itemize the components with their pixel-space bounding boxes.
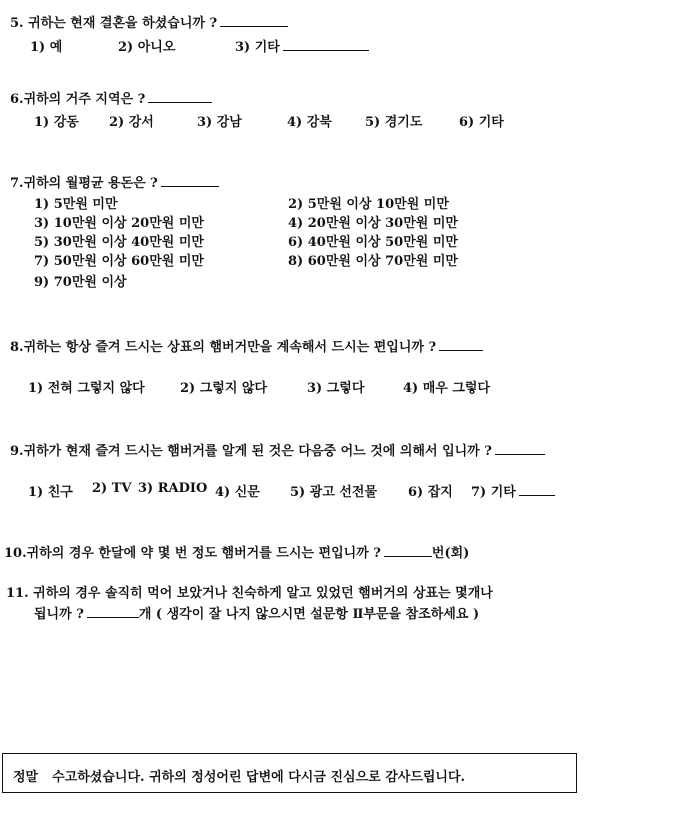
question-10-title: 10.귀하의 경우 한달에 약 몇 번 정도 햄버거를 드시는 편입니까 ? — [4, 546, 381, 561]
option[interactable]: 7) 50만원 이상 60만원 미만 — [34, 254, 204, 269]
option[interactable]: 9) 70만원 이상 — [34, 275, 127, 290]
closing-box — [2, 753, 577, 793]
option[interactable]: 3) RADIO — [138, 481, 208, 496]
question-11-prefix: 됩니까 ? — [34, 607, 84, 622]
answer-blank[interactable] — [283, 38, 369, 51]
question-11-line2 — [34, 603, 479, 622]
closing-text — [13, 766, 465, 785]
option[interactable]: 8) 60만원 이상 70만원 미만 — [288, 254, 458, 269]
option[interactable]: 2) 강서 — [109, 115, 154, 130]
option[interactable]: 2) 아니오 — [118, 40, 176, 55]
question-7 — [10, 172, 219, 191]
question-6-title: 6.귀하의 거주 지역은 ? — [10, 92, 146, 107]
question-8-title: 8.귀하는 항상 즐겨 드시는 상표의 햄버거만을 계속해서 드시는 편입니까 ? — [10, 340, 437, 355]
option[interactable]: 4) 20만원 이상 30만원 미만 — [288, 216, 458, 231]
answer-blank[interactable] — [87, 605, 139, 618]
answer-blank[interactable] — [220, 14, 288, 27]
closing-word: 정말 — [13, 770, 39, 785]
option[interactable]: 1) 5만원 미만 — [34, 197, 118, 212]
option[interactable]: 1) 친구 — [28, 485, 73, 500]
question-11-suffix: 개 ( 생각이 잘 나지 않으시면 설문항 Ⅱ부문을 참조하세요 ) — [138, 607, 480, 622]
question-7-title: 7.귀하의 월평균 용돈은 ? — [10, 176, 158, 191]
option[interactable]: 2) 5만원 이상 10만원 미만 — [288, 197, 449, 212]
option[interactable]: 1) 예 — [30, 40, 63, 55]
answer-blank[interactable] — [495, 442, 545, 455]
option[interactable]: 2) TV — [92, 481, 132, 496]
question-10 — [4, 542, 469, 561]
question-11: 11. 귀하의 경우 솔직히 먹어 보았거나 친숙하게 알고 있었던 햄버거의 상표는 몇개나 — [6, 586, 493, 601]
question-9-title: 9.귀하가 현재 즐겨 드시는 햄버거를 알게 된 것은 다음중 어느 것에 의해서 입니까 ? — [10, 444, 492, 459]
option[interactable]: 2) 그렇지 않다 — [180, 381, 268, 396]
option[interactable]: 3) 기타 — [235, 40, 280, 55]
option[interactable]: 5) 광고 선전물 — [290, 485, 378, 500]
question-9 — [10, 440, 545, 459]
question-5-option-3 — [235, 36, 369, 55]
option[interactable]: 3) 강남 — [197, 115, 242, 130]
option[interactable]: 1) 강동 — [34, 115, 79, 130]
option[interactable]: 1) 전혀 그렇지 않다 — [28, 381, 145, 396]
option[interactable]: 7) 기타 — [471, 485, 516, 500]
closing-message: 수고하셨습니다. 귀하의 정성어린 답변에 다시금 진심으로 감사드립니다. — [52, 770, 466, 785]
question-6 — [10, 88, 212, 107]
question-10-suffix: 번(회) — [431, 546, 470, 561]
option[interactable]: 6) 기타 — [459, 115, 504, 130]
option[interactable]: 4) 신문 — [215, 485, 260, 500]
option[interactable]: 5) 경기도 — [365, 115, 423, 130]
option[interactable]: 5) 30만원 이상 40만원 미만 — [34, 235, 204, 250]
option[interactable]: 4) 매우 그렇다 — [403, 381, 491, 396]
answer-blank[interactable] — [384, 544, 432, 557]
option[interactable]: 3) 그렇다 — [307, 381, 365, 396]
answer-blank[interactable] — [519, 483, 555, 496]
option[interactable]: 4) 강북 — [287, 115, 332, 130]
question-9-option-7 — [471, 481, 555, 500]
option[interactable]: 6) 잡지 — [408, 485, 453, 500]
option[interactable]: 3) 10만원 이상 20만원 미만 — [34, 216, 204, 231]
question-5-title: 5. 귀하는 현재 결혼을 하셨습니까 ? — [10, 16, 218, 31]
question-8 — [10, 336, 483, 355]
answer-blank[interactable] — [439, 338, 483, 351]
answer-blank[interactable] — [161, 174, 219, 187]
answer-blank[interactable] — [148, 90, 212, 103]
option[interactable]: 6) 40만원 이상 50만원 미만 — [288, 235, 458, 250]
question-5 — [10, 12, 288, 31]
question-5-options — [30, 36, 62, 55]
